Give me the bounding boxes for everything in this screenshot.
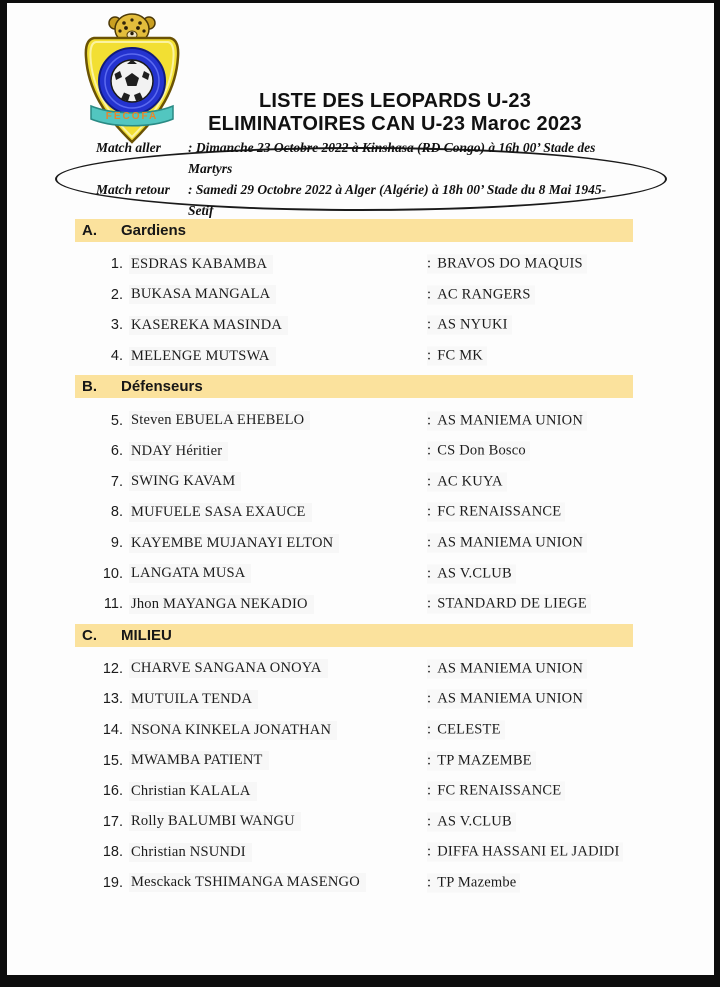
colon-separator: :: [427, 721, 432, 738]
club-name: CELESTE: [437, 721, 501, 738]
player-club: [427, 564, 516, 583]
section-milieu: [75, 624, 633, 899]
section-rows: [75, 398, 633, 619]
player-name: Christian KALALA: [129, 782, 257, 801]
player-name: KAYEMBE MUJANAYI ELTON: [129, 534, 339, 553]
match-info-oval: [55, 140, 667, 218]
colon-separator: :: [427, 412, 432, 429]
player-number: 1.: [110, 256, 123, 273]
player-number: 12.: [102, 660, 123, 677]
section-title: Défenseurs: [121, 378, 203, 396]
player-name: CHARVE SANGANA ONOYA: [129, 659, 328, 678]
player-club: [427, 690, 587, 709]
player-club: [427, 255, 587, 274]
player-club: [427, 812, 516, 831]
club-name: AS NYUKI: [437, 316, 508, 333]
colon-separator: :: [427, 442, 432, 459]
section-rows: [75, 647, 633, 899]
player-club: [427, 751, 536, 770]
player-number: 2.: [110, 286, 123, 303]
title-line-1: LISTE DES LEOPARDS U-23: [258, 90, 532, 112]
player-row: [75, 745, 633, 776]
club-name: AS V.CLUB: [437, 565, 512, 582]
club-name: FC RENAISSANCE: [437, 503, 562, 520]
player-row: [75, 868, 633, 899]
player-number: 10.: [102, 565, 123, 582]
player-club: [427, 843, 623, 862]
player-number: 11.: [103, 596, 123, 613]
title-line-2: ELIMINATOIRES CAN U-23 Maroc 2023: [208, 113, 582, 135]
player-number: 14.: [102, 722, 123, 739]
colon-separator: :: [427, 347, 432, 364]
player-club: [427, 285, 535, 304]
player-row: [75, 497, 633, 528]
player-name: Jhon MAYANGA NEKADIO: [129, 595, 314, 614]
colon-separator: :: [427, 690, 432, 707]
colon-separator: :: [427, 565, 432, 582]
player-row: [75, 589, 633, 620]
player-number: 3.: [110, 317, 123, 334]
player-number: 13.: [102, 691, 123, 708]
colon-separator: :: [427, 660, 432, 677]
player-row: [75, 807, 633, 838]
club-name: AS MANIEMA UNION: [437, 534, 584, 551]
section-header: [75, 375, 633, 398]
player-number: 19.: [102, 874, 123, 891]
club-name: BRAVOS DO MAQUIS: [437, 255, 583, 272]
player-number: 4.: [110, 348, 123, 365]
player-club: [427, 503, 565, 522]
player-number: 16.: [102, 783, 123, 800]
player-name: MUFUELE SASA EXAUCE: [129, 503, 312, 522]
player-row: [75, 684, 633, 715]
player-row: [75, 776, 633, 807]
colon-separator: :: [427, 503, 432, 520]
section-header: [75, 219, 633, 242]
player-name: BUKASA MANGALA: [129, 285, 276, 304]
player-club: [427, 873, 520, 892]
player-row: [75, 558, 633, 589]
colon-separator: :: [427, 782, 432, 799]
player-row: [75, 528, 633, 559]
banner-text: FECOFA: [105, 111, 159, 122]
club-name: AC KUYA: [437, 473, 503, 490]
player-name: LANGATA MUSA: [129, 564, 251, 583]
player-row: [75, 249, 633, 280]
player-name: MUTUILA TENDA: [129, 690, 258, 709]
club-name: AS MANIEMA UNION: [437, 690, 584, 707]
player-list: [75, 219, 633, 898]
player-row: [75, 310, 633, 341]
player-name: Rolly BALUMBI WANGU: [129, 812, 301, 831]
match-aller-label: Match aller: [96, 140, 161, 155]
colon-separator: :: [427, 843, 432, 860]
document-page: [7, 3, 714, 975]
player-row: [75, 280, 633, 311]
player-number: 9.: [110, 535, 123, 552]
player-number: 5.: [110, 412, 123, 429]
club-name: AS V.CLUB: [437, 813, 512, 830]
colon-separator: :: [427, 316, 432, 333]
document-title: [85, 90, 705, 136]
colon-separator: :: [427, 813, 432, 830]
section-défenseurs: [75, 375, 633, 619]
club-name: AS MANIEMA UNION: [437, 412, 584, 429]
club-name: STANDARD DE LIEGE: [437, 595, 587, 612]
club-name: TP MAZEMBE: [437, 752, 532, 769]
colon-separator: :: [427, 473, 432, 490]
section-header: [75, 624, 633, 647]
player-row: [75, 405, 633, 436]
player-number: 8.: [110, 504, 123, 521]
section-title: Gardiens: [121, 222, 187, 239]
player-club: [427, 347, 487, 366]
player-club: [427, 595, 591, 614]
player-club: [427, 411, 587, 430]
player-row: [75, 436, 633, 467]
player-row: [75, 341, 633, 372]
player-name: ESDRAS KABAMBA: [129, 255, 273, 274]
player-row: [75, 837, 633, 868]
player-name: KASEREKA MASINDA: [129, 316, 288, 335]
player-club: [427, 534, 587, 553]
colon-separator: :: [427, 752, 432, 769]
player-row: [75, 654, 633, 685]
club-name: DIFFA HASSANI EL JADIDI: [437, 843, 620, 860]
player-club: [427, 782, 565, 801]
player-name: MELENGE MUTSWA: [129, 347, 276, 366]
colon-separator: :: [427, 595, 432, 612]
colon-separator: :: [427, 255, 432, 272]
club-name: CS Don Bosco: [437, 442, 526, 459]
club-name: AS MANIEMA UNION: [437, 660, 584, 677]
section-letter: C.: [82, 626, 97, 644]
match-retour-details: : Samedi 29 Octobre 2022 à Alger (Algérie) à 18h 00’ Stade du 8 Mai 1945-Setif: [188, 182, 607, 218]
player-club: [427, 442, 530, 461]
match-retour-row: [96, 179, 626, 221]
match-retour-label: Match retour: [96, 182, 170, 197]
player-row: [75, 467, 633, 498]
section-rows: [75, 242, 633, 371]
club-name: FC MK: [437, 347, 483, 364]
club-name: FC RENAISSANCE: [437, 782, 562, 799]
section-gardiens: [75, 219, 633, 371]
match-aller-row: [96, 137, 626, 179]
match-aller-details: : Dimanche 23 Octobre 2022 à Kinshasa (RD Congo) à 16h 00’ Stade des Martyrs: [188, 140, 596, 176]
player-name: NDAY Héritier: [129, 442, 228, 461]
colon-separator: :: [427, 286, 432, 303]
player-club: [427, 472, 507, 491]
player-name: NSONA KINKELA JONATHAN: [129, 721, 337, 740]
colon-separator: :: [427, 534, 432, 551]
player-number: 17.: [102, 813, 123, 830]
player-name: Christian NSUNDI: [129, 843, 252, 862]
section-letter: B.: [82, 378, 97, 396]
player-name: SWING KAVAM: [129, 472, 241, 491]
player-number: 15.: [102, 752, 123, 769]
colon-separator: :: [427, 874, 432, 891]
club-name: AC RANGERS: [437, 286, 531, 303]
player-number: 6.: [110, 443, 123, 460]
player-row: [75, 715, 633, 746]
section-title: MILIEU: [121, 626, 172, 644]
player-club: [427, 659, 587, 678]
player-number: 7.: [110, 473, 123, 490]
section-letter: A.: [82, 222, 97, 239]
player-number: 18.: [102, 844, 123, 861]
player-club: [427, 316, 512, 335]
player-club: [427, 721, 505, 740]
player-name: Mesckack TSHIMANGA MASENGO: [129, 873, 366, 892]
club-name: TP Mazembe: [437, 874, 517, 891]
player-name: MWAMBA PATIENT: [129, 751, 269, 770]
player-name: Steven EBUELA EHEBELO: [129, 411, 310, 430]
